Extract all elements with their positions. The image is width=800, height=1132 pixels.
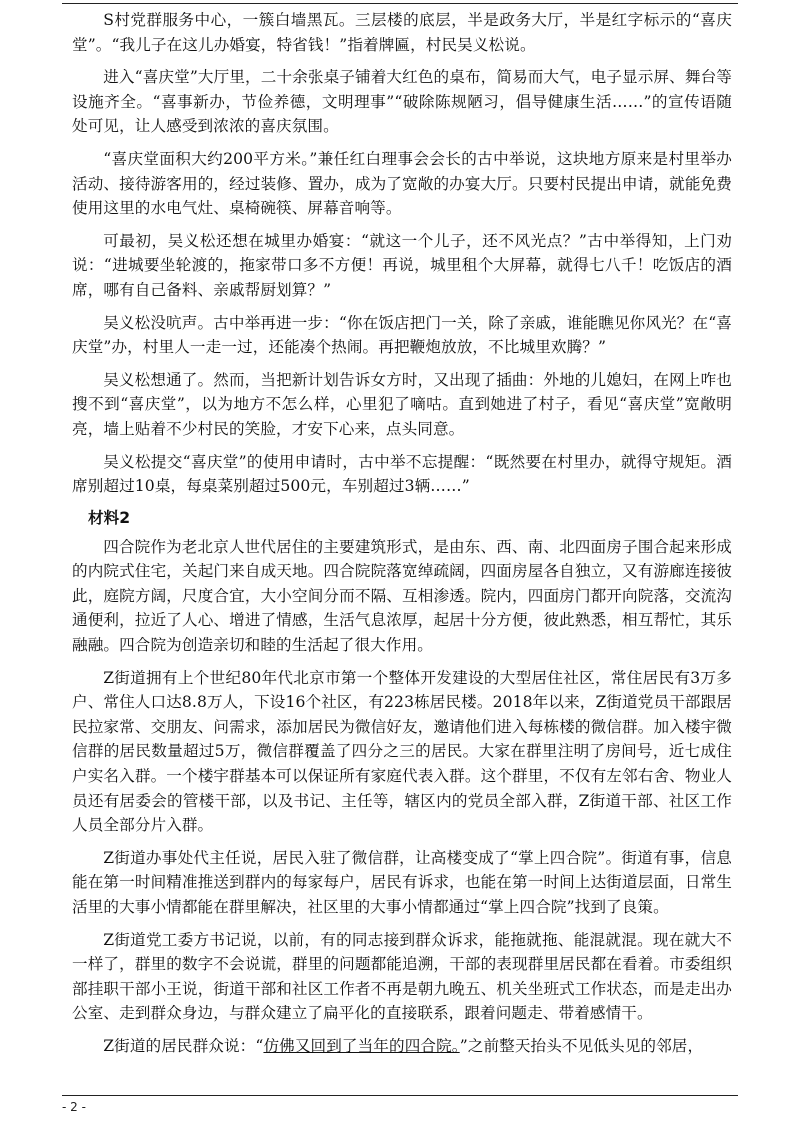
paragraph: 吴义松想通了。然而，当把新计划告诉女方时，又出现了插曲：外地的儿媳妇，在网上咋也搜不到“喜庆堂”，以为地方不怎么样，心里犯了嘀咕。直到她进了村子，看见“喜庆堂”宽敞明亮，墙上贴着不少村民的笑脸，才安下心来，点头同意。 [72, 370, 732, 438]
page-number: - 2 - [62, 1100, 86, 1114]
paragraph: Z街道党工委方书记说，以前，有的同志接到群众诉求，能拖就拖、能混就混。现在就大不一样了，群里的数字不会说谎，群里的问题都能追溯，干部的表现群里居民都在看着。市委组织部挂职干部小王说，街道干部和社区工作者不再是朝九晚五、机关坐班式工作状态，而是走出办公室、走到群众身边，与群众建立了扁平化的直接联系，跟着问题走、带着感情干。 [72, 930, 732, 1023]
section-heading: 材料2 [88, 508, 131, 527]
paragraph: Z街道办事处代主任说，居民入驻了微信群，让高楼变成了“掌上四合院”。街道有事，信息能在第一时间精准推送到群内的每家每户，居民有诉求，也能在第一时间上达街道层面，日常生活里的大事小情都能在群里解决，社区里的大事小情都通过“掌上四合院”找到了良策。 [72, 848, 732, 916]
paragraph: “喜庆堂面积大约200平方米。”兼任红白理事会会长的古中举说，这块地方原来是村里举办活动、接待游客用的，经过装修、置办，成为了宽敞的办宴大厅。只要村民提出申请，就能免费使用这里的水电气灶、桌椅碗筷、屏幕音响等。 [72, 149, 732, 218]
paragraph: 进入“喜庆堂”大厅里，二十余张桌子铺着大红色的桌布，简易而大气，电子显示屏、舞台等设施齐全。“喜事新办，节俭养德，文明理事”“破除陈规陋习，倡导健康生活……”的宣传语随处可见，让人感受到浓浓的喜庆氛围。 [72, 68, 732, 136]
paragraph-last [72, 1034, 732, 1059]
paragraph: 吴义松提交“喜庆堂”的使用申请时，古中举不忘提醒：“既然要在村里办，就得守规矩。酒席别超过10桌，每桌菜别超过500元，车别超过3辆……” [72, 452, 732, 496]
paragraph: Z街道拥有上个世纪80年代北京市第一个整体开发建设的大型居住社区，常住居民有3万多户、常住人口达8.8万人，下设16个社区，有223栋居民楼。2018年以来，Z街道党员干部跟居民拉家常、交朋友、问需求，添加居民为微信好友，邀请他们进入每栋楼的微信群。加入楼宇微信群的居民数量超过5万，微信群覆盖了四分之三的居民。大家在群里注明了房间号，近七成住户实名入群。一个楼宇群基本可以保证所有家庭代表入群。这个群里，不仅有左邻右舍、物业人员还有居委会的管楼干部，以及书记、主任等，辖区内的党员全部入群，Z街道干部、社区工作人员全部分片入群。 [72, 668, 732, 835]
paragraph: 吴义松没吭声。古中举再进一步：“你在饭店把门一关，除了亲戚，谁能瞧见你风光？在“喜庆堂”办，村里人一走一过，还能凑个热闹。再把鞭炮放放，不比城里欢腾？” [72, 313, 732, 357]
last-paragraph-lead: Z街道的居民群众说：“ [103, 1036, 264, 1055]
paragraph: S村党群服务中心，一簇白墙黑瓦。三层楼的底层，半是政务大厅，半是红字标示的“喜庆堂”。“我儿子在这儿办婚宴，特省钱！”指着牌匾，村民吴义松说。 [72, 11, 732, 54]
underlined-quote: 仿佛又回到了当年的四合院。 [263, 1036, 460, 1055]
document-body [72, 8, 732, 1067]
paragraph: 可最初，吴义松还想在城里办婚宴：“就这一个儿子，还不风光点？”古中举得知，上门劝说：“进城要坐轮渡的，拖家带口多不方便！再说，城里租个大屏幕，就得七八千！吃饭店的酒席，哪有自己备料、亲戚帮厨划算？” [72, 231, 732, 299]
bottom-rule [62, 1095, 738, 1096]
top-rule [62, 3, 738, 4]
paragraph: 四合院作为老北京人世代居住的主要建筑形式，是由东、西、南、北四面房子围合起来形成的内院式住宅，关起门来自成天地。四合院院落宽绰疏阔，四面房屋各自独立，又有游廊连接彼此，庭院方阔，尺度合宜，大小空间分而不隔、互相渗透。院内，四面房门都开向院落，交流沟通便利，拉近了人心、增进了情感，生活气息浓厚，起居十分方便，彼此熟悉，相互帮忙，其乐融融。四合院为创造亲切和睦的生活起了很大作用。 [72, 537, 732, 655]
last-paragraph-tail: ”之前整天抬头不见低头见的邻居， [459, 1036, 704, 1055]
